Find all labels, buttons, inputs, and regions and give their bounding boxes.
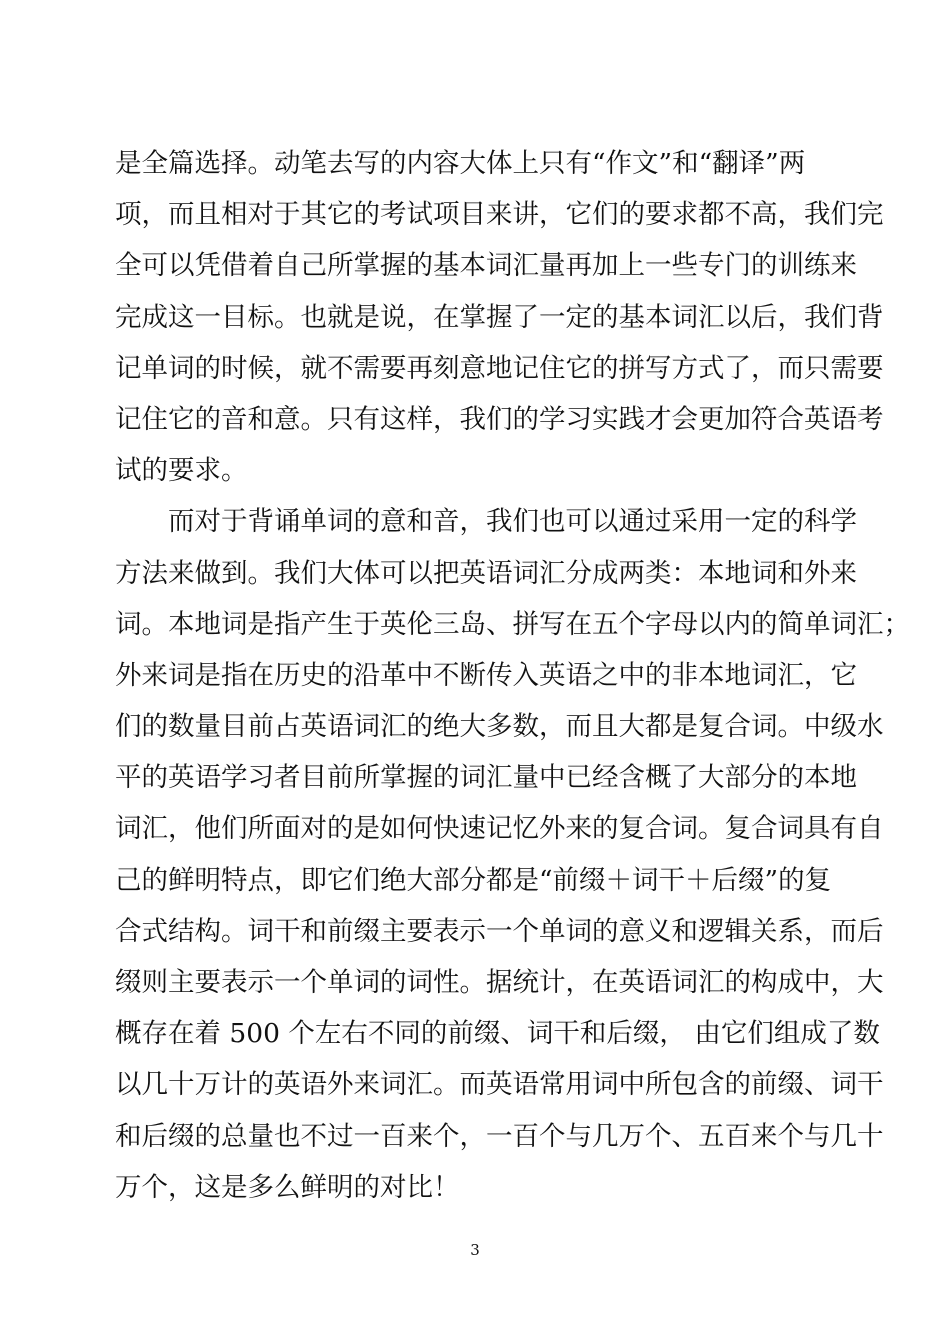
text-line: 记住它的音和意。只有这样，我们的学习实践才会更加符合英语考 — [115, 403, 884, 435]
text-line: 己的鲜明特点，即它们绝大部分都是“前缀＋词干＋后缀”的复 — [115, 864, 832, 896]
text-line: 项，而且相对于其它的考试项目来讲，它们的要求都不高，我们完 — [115, 199, 884, 231]
text-line: 全可以凭借着自己所掌握的基本词汇量再加上一些专门的训练来 — [115, 250, 857, 282]
text-line: 外来词是指在历史的沿革中不断传入英语之中的非本地词汇，它 — [115, 659, 857, 691]
text-line: 和后缀的总量也不过一百来个，一百个与几万个、五百来个与几十 — [115, 1120, 884, 1152]
paragraph-2 — [115, 496, 910, 1213]
text-line-indented: 而对于背诵单词的意和音，我们也可以通过采用一定的科学 — [168, 506, 857, 538]
paragraph-1 — [115, 138, 884, 496]
text-line: 合式结构。词干和前缀主要表示一个单词的意义和逻辑关系，而后 — [115, 915, 884, 947]
text-line: 方法来做到。我们大体可以把英语词汇分成两类：本地词和外来 — [115, 557, 857, 589]
text-line: 概存在着 500 个左右不同的前缀、词干和后缀， 由它们组成了数 — [115, 1018, 880, 1050]
text-line: 万个，这是多么鲜明的对比！ — [115, 1171, 460, 1203]
text-line: 词汇，他们所面对的是如何快速记忆外来的复合词。复合词具有自 — [115, 813, 884, 845]
text-line: 词。本地词是指产生于英伦三岛、拼写在五个字母以内的简单词汇； — [115, 608, 910, 640]
text-line: 试的要求。 — [115, 455, 248, 487]
text-line: 完成这一目标。也就是说，在掌握了一定的基本词汇以后，我们背 — [115, 301, 884, 333]
page-number: 3 — [470, 1241, 480, 1259]
text-line: 记单词的时候，就不需要再刻意地记住它的拼写方式了，而只需要 — [115, 352, 884, 384]
text-line: 平的英语学习者目前所掌握的词汇量中已经含概了大部分的本地 — [115, 762, 857, 794]
document-body — [115, 138, 910, 1213]
text-line: 是全篇选择。动笔去写的内容大体上只有“作文”和“翻译”两 — [115, 148, 806, 179]
text-line: 缀则主要表示一个单词的词性。据统计，在英语词汇的构成中，大 — [115, 967, 884, 998]
text-line: 们的数量目前占英语词汇的绝大多数，而且大都是复合词。中级水 — [115, 711, 884, 743]
text-line: 以几十万计的英语外来词汇。而英语常用词中所包含的前缀、词干 — [115, 1069, 884, 1101]
